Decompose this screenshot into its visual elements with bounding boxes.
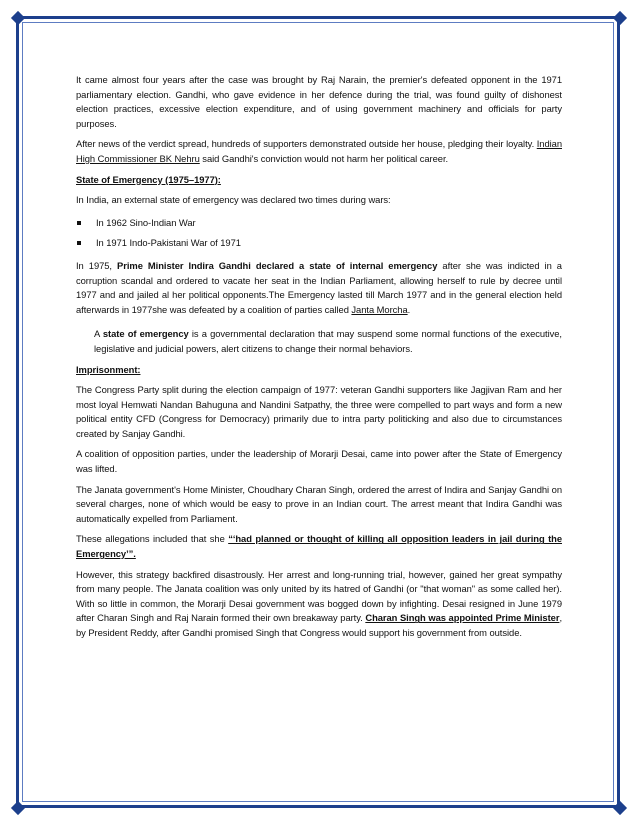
paragraph-congress-split: The Congress Party split during the election campaign of 1977: veteran Gandhi supporters like Jagjivan Ram and her most loyal Hemwati Nandan Bahuguna and Nandini Satpathy, the three were compelled to part ways and form a new political entity CFD (Congress for Democracy) primarily due to intra party politicking and also due to circumstances created by Sanjay Gandhi.: [76, 384, 562, 439]
paragraph-verdict: It came almost four years after the case was brought by Raj Narain, the premier's defeated opponent in the 1971 parliamentary election. Gandhi, who gave evidence in her defence during the trial, was found guilty of dishonest election practices, excessive election expenditure, and of using government machinery and officials for party purposes.: [76, 74, 562, 129]
text: A: [94, 328, 103, 340]
link-high-commissioner[interactable]: Indian High Commissioner BK Nehru: [76, 138, 562, 164]
heading-imprisonment: Imprisonment:: [76, 363, 141, 375]
paragraph-emergency-intro: In India, an external state of emergency was declared two times during wars:: [76, 194, 391, 206]
definition-block: [94, 327, 562, 356]
text: , by President Reddy, after Gandhi promised Singh that Congress would support his government from outside.: [76, 612, 562, 638]
paragraph-backfired: [76, 568, 562, 641]
heading-state-of-emergency: State of Emergency (1975–1977):: [76, 173, 221, 185]
bold-text: Prime Minister Indira Gandhi declared a state of internal emergency: [117, 259, 438, 271]
text: after she was indicted in a corruption scandal and ordered to vacate her seat in the Indian Parliament, allowing herself to rule by decree until 1977 and and jailed al her political opponents.The Emergency lasted till March 1977 and in the general election held afterwards in 1977she was defeated by a coalition of parties called: [76, 259, 562, 315]
bold-underlined-text: Charan Singh was appointed Prime Minister: [365, 612, 560, 624]
paragraph-supporters: [76, 137, 562, 166]
link-janta-morcha[interactable]: Janta Morcha: [351, 303, 408, 315]
bold-underlined-quote: “‘had planned or thought of killing all opposition leaders in jail during the Emergency’”.: [76, 533, 562, 560]
text: These allegations included that she: [76, 533, 229, 545]
paragraph-arrest: The Janata government's Home Minister, Choudhary Charan Singh, ordered the arrest of Indira and Sanjay Gandhi on several charges, none of which would be easy to prove in an Indian court. The arrest meant that Indira Gandhi was automatically expelled from Parliament.: [76, 483, 562, 524]
paragraph-supporters-text-a: After news of the verdict spread, hundreds of supporters demonstrated outside her house, pledging their loyalty.: [76, 138, 537, 150]
text: In 1975,: [76, 259, 118, 271]
paragraph-coalition: A coalition of opposition parties, under the leadership of Morarji Desai, came into power after the State of Emergency was lifted.: [76, 448, 562, 475]
text: is a governmental declaration that may suspend some normal functions of the executive, legislative and judicial powers, alert citizens to change their normal behaviors.: [94, 328, 562, 354]
war-list: [76, 216, 562, 251]
list-item: In 1962 Sino-Indian War: [76, 216, 562, 231]
document-body: [76, 73, 562, 647]
paragraph-allegations: [76, 532, 562, 561]
list-item: In 1971 Indo-Pakistani War of 1971: [76, 236, 562, 251]
text: .: [407, 303, 411, 315]
bold-text: state of emergency: [102, 328, 189, 340]
paragraph-internal-emergency: [76, 259, 562, 317]
text: However, this strategy backfired disastrously. Her arrest and long-running trial, however, gained her great sympathy from many people. The Janata coalition was only united by its hatred of Gandhi (or "that woman" as some called her). With so little in common, the Morarji Desai government was bogged down by infighting. Desai resigned in June 1979 after Charan Singh and Raj Narain formed their own breakaway party.: [76, 568, 562, 624]
paragraph-supporters-text-b: said Gandhi's conviction would not harm her political career.: [199, 152, 449, 164]
